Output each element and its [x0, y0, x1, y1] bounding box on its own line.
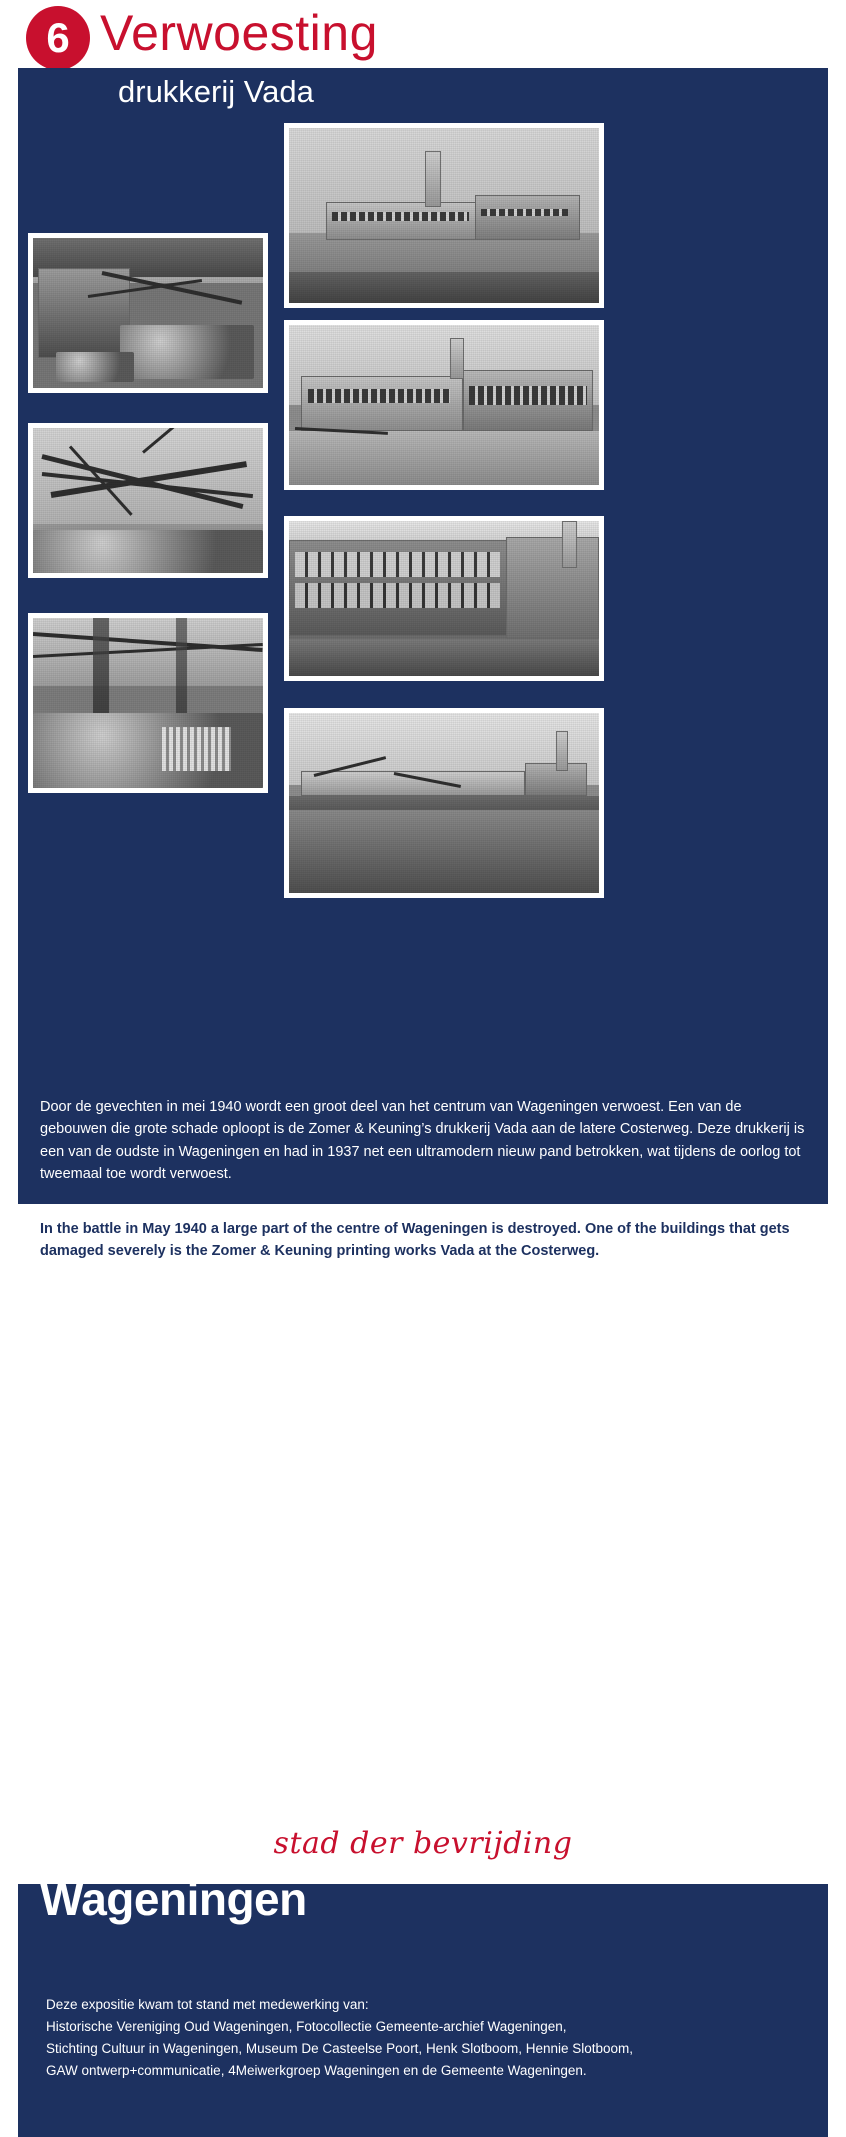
photo-damaged-windows-close [284, 516, 604, 681]
photo-vada-factory-exterior [284, 123, 604, 308]
credits-line-3: GAW ontwerp+communicatie, 4Meiwerkgroep Wageningen en de Gemeente Wageningen. [46, 2062, 587, 2078]
photo-rubble-interior-1 [28, 233, 268, 393]
credits-line-2: Stichting Cultuur in Wageningen, Museum De Casteelse Poort, Henk Slotboom, Hennie Slotboom, [46, 2040, 634, 2056]
section-number-badge: 6 [26, 6, 90, 70]
photo-twisted-steel-roof [28, 423, 268, 578]
caption-english: In the battle in May 1940 a large part of the centre of Wageningen is destroyed. One of the buildings that gets damaged severely is the Zomer & Keuning printing works Vada at the Costerweg. [40, 1221, 790, 1260]
photo-ruins-field-panorama [284, 708, 604, 898]
page-title: Verwoesting [100, 5, 378, 61]
footer-city-name: Wageningen [40, 1873, 307, 1925]
main-photo-panel [18, 68, 828, 1080]
footer-credits [46, 1994, 806, 2081]
photo-damaged-facade-street [284, 320, 604, 490]
footer-tagline: stad der bevrijding [273, 1826, 573, 1861]
credits-line-1: Historische Vereniging Oud Wageningen, Fotocollectie Gemeente-archief Wageningen, [46, 2018, 567, 2034]
photo-burnt-hall-radiator [28, 613, 268, 793]
credits-intro: Deze expositie kwam tot stand met medewerking van: [46, 1997, 369, 2012]
page-subtitle: drukkerij Vada [118, 74, 314, 109]
caption-dutch: Door de gevechten in mei 1940 wordt een groot deel van het centrum van Wageningen verwoest. Een van de gebouwen die grote schade oploopt is de Zomer & Keuning’s drukkerij Vada aan de latere Costerweg. Deze drukkerij is een van de oudste in Wageningen en had in 1937 net een ultramodern nieuw pand betrokken, wat tijdens de oorlog tot tweemaal toe wordt verwoest. [18, 1080, 828, 1204]
